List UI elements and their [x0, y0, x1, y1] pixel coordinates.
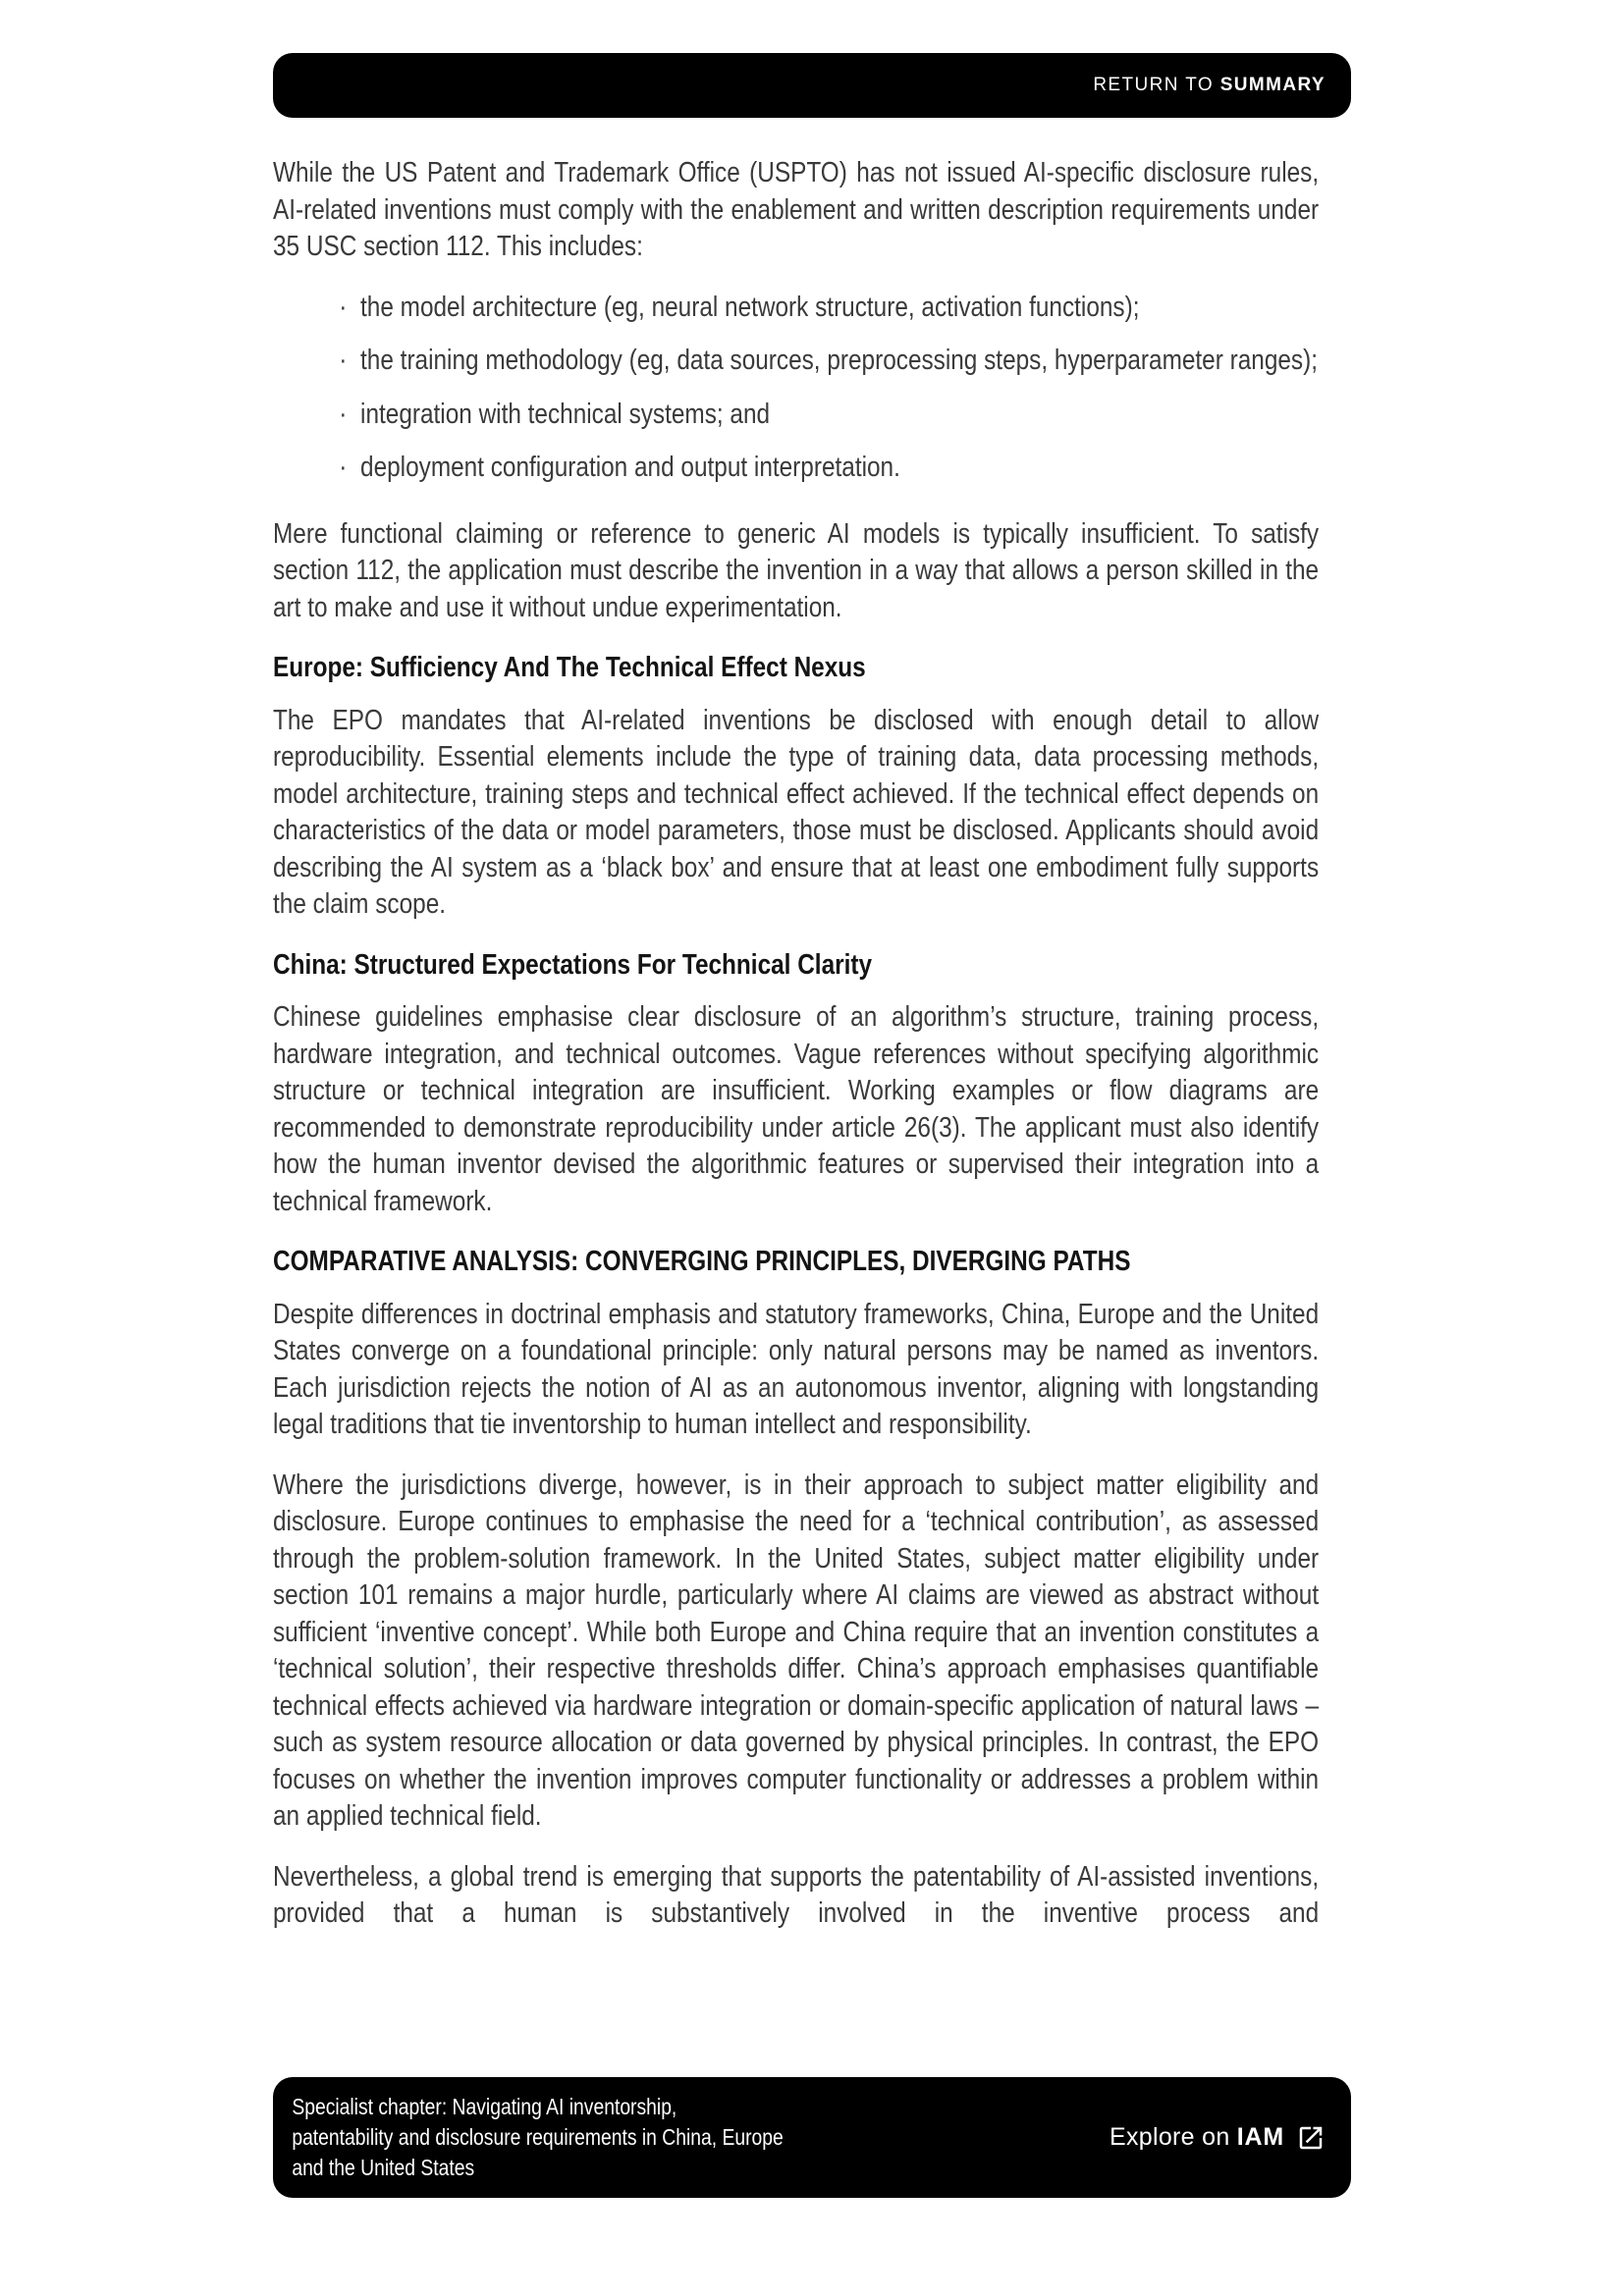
bullet-list: [273, 290, 1319, 487]
external-link-icon: [1296, 2123, 1326, 2153]
article-body: [273, 155, 1319, 1956]
footer-title-line: and the United States: [292, 2155, 475, 2180]
return-to-label-regular: RETURN TO: [1093, 75, 1220, 95]
list-item-text: integration with technical systems; and: [360, 398, 771, 430]
bullet-marker: ·: [339, 398, 348, 430]
list-item: [273, 343, 1319, 380]
paragraph-china-guidelines: Chinese guidelines emphasise clear disclosure of an algorithm’s structure, training process, hardware integration, and technical outcomes. Vague references without specifying algorithmic structure or technical integration are insufficient. Working examples or flow diagrams are recommended to demonstrate reproducibility under article 26(3). The applicant must also identify how the human inventor devised the algorithmic features or supervised their integration into a technical framework.: [273, 1001, 1320, 1217]
paragraph-uspto-disclosure: While the US Patent and Trademark Office (USPTO) has not issued AI-specific disclosure rules, AI-related inventions must comply with the enablement and written description requirements under 35 USC section 112. This includes:: [273, 157, 1320, 262]
paragraph-comparative-convergence: Despite differences in doctrinal emphasis and statutory frameworks, China, Europe and the United States converge on a foundational principle: only natural persons may be named as inventors. Each jurisdiction rejects the notion of AI as an autonomous inventor, aligning with longstanding legal traditions that tie inventorship to human intellect and responsibility.: [273, 1298, 1320, 1440]
explore-on-label-regular: Explore on: [1110, 2123, 1237, 2151]
explore-on-label-bold: IAM: [1236, 2123, 1284, 2151]
heading-comparative-analysis: COMPARATIVE ANALYSIS: CONVERGING PRINCIPLES, DIVERGING PATHS: [273, 1246, 1131, 1277]
footer-title-line: patentability and disclosure requirements in China, Europe: [292, 2124, 784, 2150]
bullet-marker: ·: [339, 291, 348, 323]
explore-on-iam-link[interactable]: [1110, 2123, 1326, 2153]
footer-bar: [273, 2077, 1351, 2198]
list-item-text: the training methodology (eg, data sources, preprocessing steps, hyperparameter ranges);: [360, 345, 1318, 376]
list-item: [273, 450, 1319, 487]
explore-on-label: [1110, 2123, 1284, 2152]
paragraph-europe-epo: The EPO mandates that AI-related inventions be disclosed with enough detail to allow reproducibility. Essential elements include the type of training data, data processing methods, model architecture, training steps and technical effect achieved. If the technical effect depends on characteristics of the data or model parameters, those must be disclosed. Applicants should avoid describing the AI system as a ‘black box’ and ensure that at least one embodiment fully supports the claim scope.: [273, 704, 1320, 920]
bullet-marker: ·: [339, 345, 348, 376]
return-to-summary-label: [1093, 75, 1326, 96]
paragraph-comparative-divergence: Where the jurisdictions diverge, however, is in their approach to subject matter eligibility and disclosure. Europe continues to emphasise the need for a ‘technical contribution’, as assessed through the problem-solution framework. In the United States, subject matter eligibility under section 101 remains a major hurdle, particularly where AI claims are viewed as abstract without sufficient ‘inventive concept’. While both Europe and China require that an invention constitutes a ‘technical solution’, their respective thresholds differ. China’s approach emphasises quantifiable technical effects achieved via hardware integration or domain-specific application of natural laws – such as system resource allocation or data governed by physical principles. In contrast, the EPO focuses on whether the invention improves computer functionality or addresses a problem within an applied technical field.: [273, 1468, 1320, 1832]
footer-chapter-title: [273, 2092, 919, 2183]
paragraph-global-trend: Nevertheless, a global trend is emerging that supports the patentability of AI-assisted inventions, provided that a human is substantively involved in the inventive process and: [273, 1860, 1320, 1929]
list-item: [273, 290, 1319, 327]
list-item: [273, 397, 1319, 434]
bullet-marker: ·: [339, 452, 348, 483]
return-to-summary-button[interactable]: [273, 53, 1351, 118]
paragraph-functional-claiming: Mere functional claiming or reference to generic AI models is typically insufficient. To satisfy section 112, the application must describe the invention in a way that allows a person skilled in the art to make and use it without undue experimentation.: [273, 517, 1320, 623]
list-item-text: the model architecture (eg, neural network structure, activation functions);: [360, 291, 1140, 323]
heading-china-expectations: China: Structured Expectations For Technical Clarity: [273, 948, 873, 981]
list-item-text: deployment configuration and output interpretation.: [360, 452, 900, 483]
footer-title-line: Specialist chapter: Navigating AI inventorship,: [292, 2094, 677, 2119]
return-to-label-bold: SUMMARY: [1219, 75, 1326, 95]
heading-europe-sufficiency: Europe: Sufficiency And The Technical Effect Nexus: [273, 652, 866, 683]
